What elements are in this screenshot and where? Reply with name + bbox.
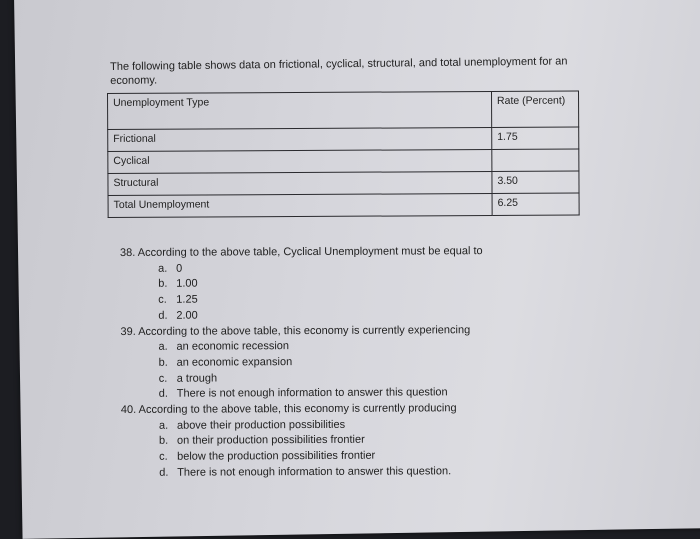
option-text: 1.00: [176, 278, 198, 291]
option-letter: a.: [158, 419, 169, 432]
option-letter: d.: [158, 388, 168, 401]
option-text: above their production possibilities: [176, 418, 346, 432]
row-rate: [492, 149, 579, 171]
table-row: [108, 193, 579, 217]
row-rate: 1.75: [492, 127, 579, 149]
table-row: [108, 149, 579, 173]
table-row: [108, 127, 579, 151]
option-text: 0: [176, 262, 183, 275]
question-list: [120, 244, 541, 482]
option-text: on their production possibilities frontier: [176, 434, 365, 448]
row-type: Cyclical: [108, 149, 492, 173]
option-letter: d.: [159, 466, 169, 479]
option-text: 1.25: [176, 293, 198, 306]
row-type: Structural: [108, 171, 492, 195]
row-type: Frictional: [108, 127, 492, 151]
row-type: Total Unemployment: [108, 193, 492, 217]
header-type: Unemployment Type: [108, 91, 492, 129]
question-39: 39. According to the above table, this economy is currently experiencing: [120, 323, 471, 338]
option-letter: b.: [158, 435, 169, 448]
option-letter: b.: [158, 278, 168, 291]
table-header-row: [108, 91, 579, 129]
option-text: 2.00: [176, 309, 198, 322]
option-letter: c.: [159, 450, 168, 463]
option-text: an economic expansion: [176, 356, 293, 369]
option-text: There is not enough information to answer this question: [176, 386, 448, 401]
unemployment-table: [107, 91, 580, 218]
option-letter: c.: [158, 372, 168, 385]
option-letter: c.: [158, 293, 167, 306]
option-text: below the production possibilities frontier: [177, 449, 376, 463]
option-letter: d.: [158, 309, 168, 322]
question-40: 40. According to the above table, this economy is currently producing: [120, 402, 457, 417]
option-letter: a.: [158, 262, 168, 275]
option-text: a trough: [176, 372, 218, 385]
option-text: an economic recession: [176, 340, 290, 353]
header-rate: Rate (Percent): [491, 91, 578, 127]
row-rate: 6.25: [492, 193, 579, 215]
table-row: [108, 171, 579, 195]
row-rate: 3.50: [492, 171, 579, 193]
option-letter: a.: [158, 340, 168, 354]
question-38: 38. According to the above table, Cyclical Unemployment must be equal to: [120, 245, 483, 259]
intro-text: The following table shows data on frictional, cyclical, structural, and total unemployment for an economy.: [110, 55, 568, 87]
option: [159, 464, 541, 482]
option-letter: b.: [158, 356, 168, 369]
option-text: There is not enough information to answer this question.: [177, 465, 452, 479]
